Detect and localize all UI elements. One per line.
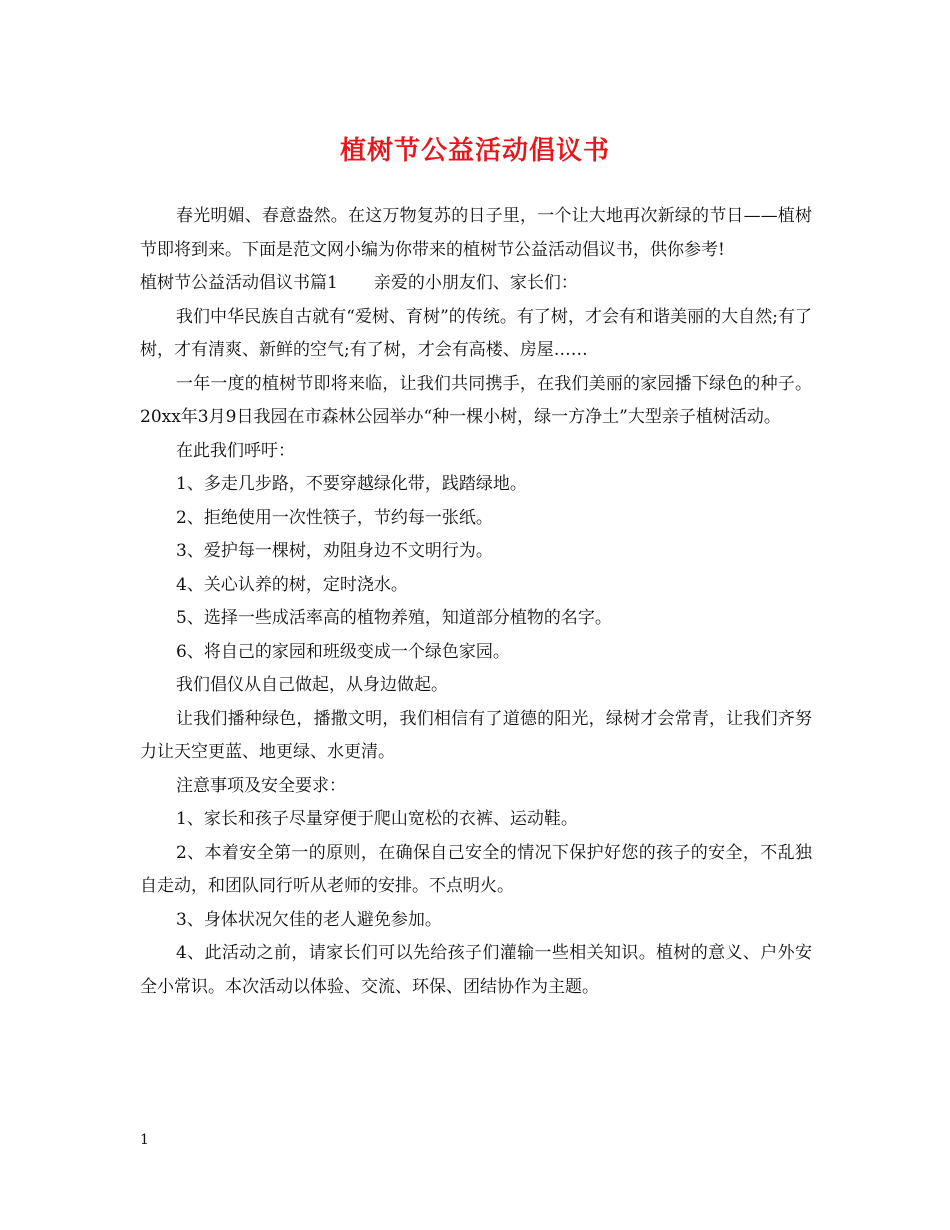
paragraph-event: 一年一度的植树节即将来临，让我们共同携手，在我们美丽的家园播下绿色的种子。20xx年3月9日我园在市森林公园举办“种一棵小树，绿一方净土”大型亲子植树活动。 [140, 373, 812, 427]
list-item: 5、选择一些成活率高的植物养殖，知道部分植物的名字。 [176, 608, 612, 628]
section-heading: 植树节公益活动倡议书篇1 [140, 273, 338, 293]
list-item: 3、爱护每一棵树，劝阻身边不文明行为。 [176, 541, 493, 561]
list-item: 2、拒绝使用一次性筷子，节约每一张纸。 [176, 507, 493, 528]
list-item: 1、家长和孩子尽量穿便于爬山宽松的衣裤、运动鞋。 [176, 809, 578, 829]
paragraph-initiative: 我们倡仪从自己做起，从身边做起。 [176, 675, 448, 695]
document-body [140, 200, 812, 1004]
paragraph-green: 让我们播种绿色，播撒文明，我们相信有了道德的阳光，绿树才会常青，让我们齐努力让天空更蓝、地更绿、水更清。 [140, 708, 812, 762]
section-heading-line [140, 267, 812, 301]
paragraph-safety-heading: 注意事项及安全要求： [176, 775, 346, 796]
salutation: 亲爱的小朋友们、家长们： [373, 273, 578, 293]
paragraph-tradition: 我们中华民族自古就有“爱树、育树”的传统。有了树，才会有和谐美丽的大自然;有了树，才有清爽、新鲜的空气;有了树，才会有高楼、房屋…… [140, 306, 812, 360]
list-item: 4、关心认养的树，定时浇水。 [176, 574, 408, 595]
paragraph-appeal: 在此我们呼吁： [176, 440, 295, 461]
list-item: 2、本着安全第一的原则，在确保自己安全的情况下保护好您的孩子的安全，不乱独自走动，和团队同行听从老师的安排。不点明火。 [140, 842, 812, 896]
page-number: 1 [140, 1132, 149, 1148]
list-item: 3、身体状况欠佳的老人避免参加。 [176, 909, 442, 930]
list-item: 1、多走几步路，不要穿越绿化带，践踏绿地。 [176, 474, 527, 494]
intro-paragraph: 春光明媚、春意盎然。在这万物复苏的日子里，一个让大地再次新绿的节日——植树节即将到来。下面是范文网小编为你带来的植树节公益活动倡议书，供你参考! [140, 206, 812, 260]
list-item: 6、将自己的家园和班级变成一个绿色家园。 [176, 641, 510, 662]
list-item: 4、此活动之前，请家长们可以先给孩子们灌输一些相关知识。植树的意义、户外安全小常识。本次活动以体验、交流、环保、团结协作为主题。 [140, 943, 812, 997]
document-title: 植树节公益活动倡议书 [339, 136, 610, 166]
